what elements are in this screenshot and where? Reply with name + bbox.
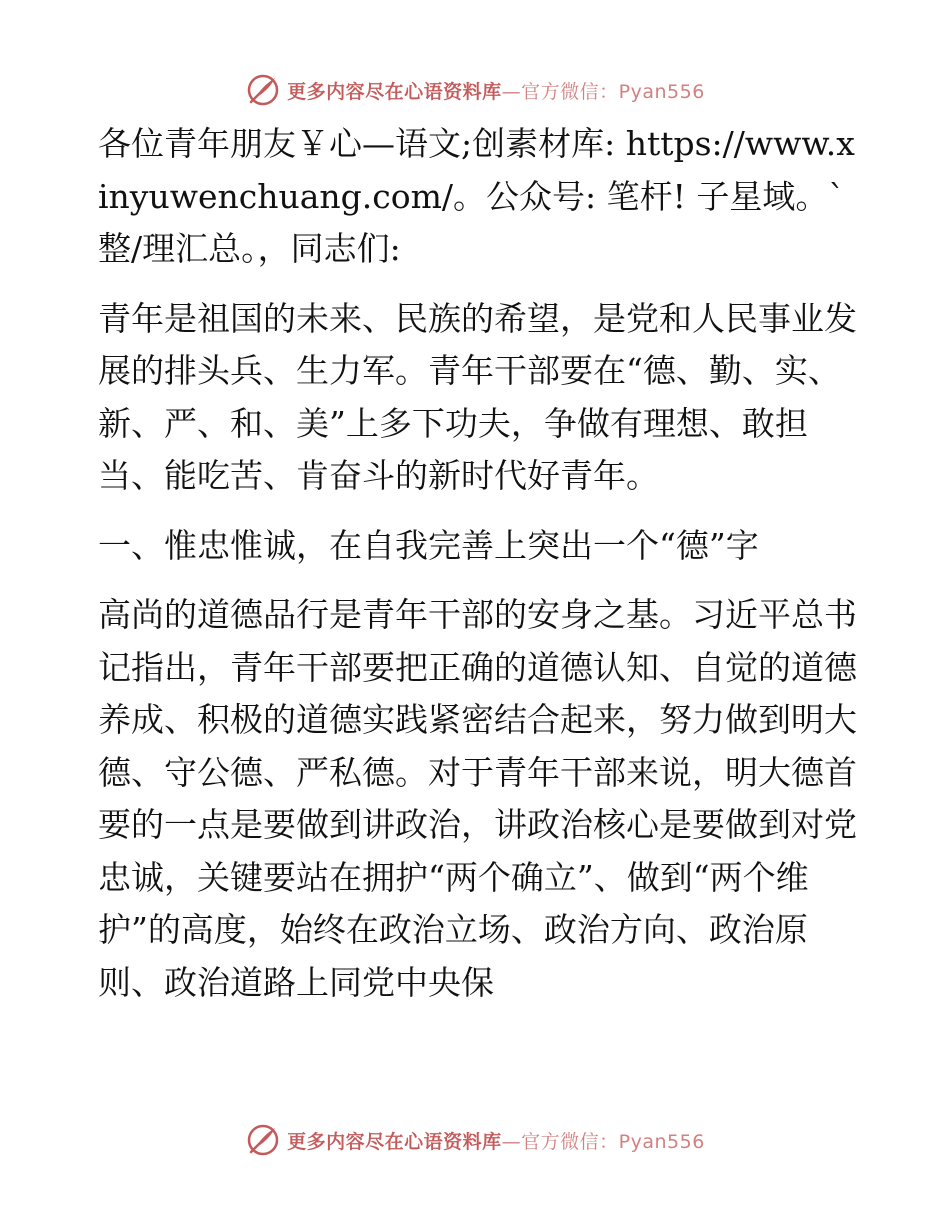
paragraph-1: 青年是祖国的未来、民族的希望，是党和人民事业发展的排头兵、生力军。青年干部要在“德、勤、实、新、严、和、美”上多下功夫，争做有理想、敢担当、能吃苦、肯奋斗的新时代好青年。	[98, 298, 857, 495]
intro-paragraph: 各位青年朋友￥心—语文;创素材库: https://www.xinyuwenchuang.com/。公众号: 笔杆! 子星域。`整/理汇总。，同志们:	[98, 124, 855, 268]
header-watermark-banner	[0, 70, 950, 110]
watermark-prefix: 更多内容尽在心语资料库	[287, 80, 502, 103]
footer-watermark-banner	[0, 1120, 950, 1160]
section-heading-1: 一、惟忠惟诚，在自我完善上突出一个“德”字	[98, 525, 759, 565]
watermark-suffix: —官方微信：Pyan556	[501, 80, 705, 103]
watermark-text	[287, 1127, 705, 1154]
watermark-text	[287, 77, 705, 104]
feather-pen-logo-icon	[245, 72, 281, 108]
document-body	[98, 118, 858, 1009]
paragraph-2: 高尚的道德品行是青年干部的安身之基。习近平总书记指出，青年干部要把正确的道德认知、自觉的道德养成、积极的道德实践紧密结合起来，努力做到明大德、守公德、严私德。对于青年干部来说，明大德首要的一点是要做到讲政治，讲政治核心是要做到对党忠诚，关键要站在拥护“两个确立”、做到“两个维护”的高度，始终在政治立场、政治方向、政治原则、政治道路上同党中央保	[98, 595, 857, 1002]
watermark-suffix: —官方微信：Pyan556	[501, 1130, 705, 1153]
feather-pen-logo-icon	[245, 1122, 281, 1158]
watermark-prefix: 更多内容尽在心语资料库	[287, 1130, 502, 1153]
